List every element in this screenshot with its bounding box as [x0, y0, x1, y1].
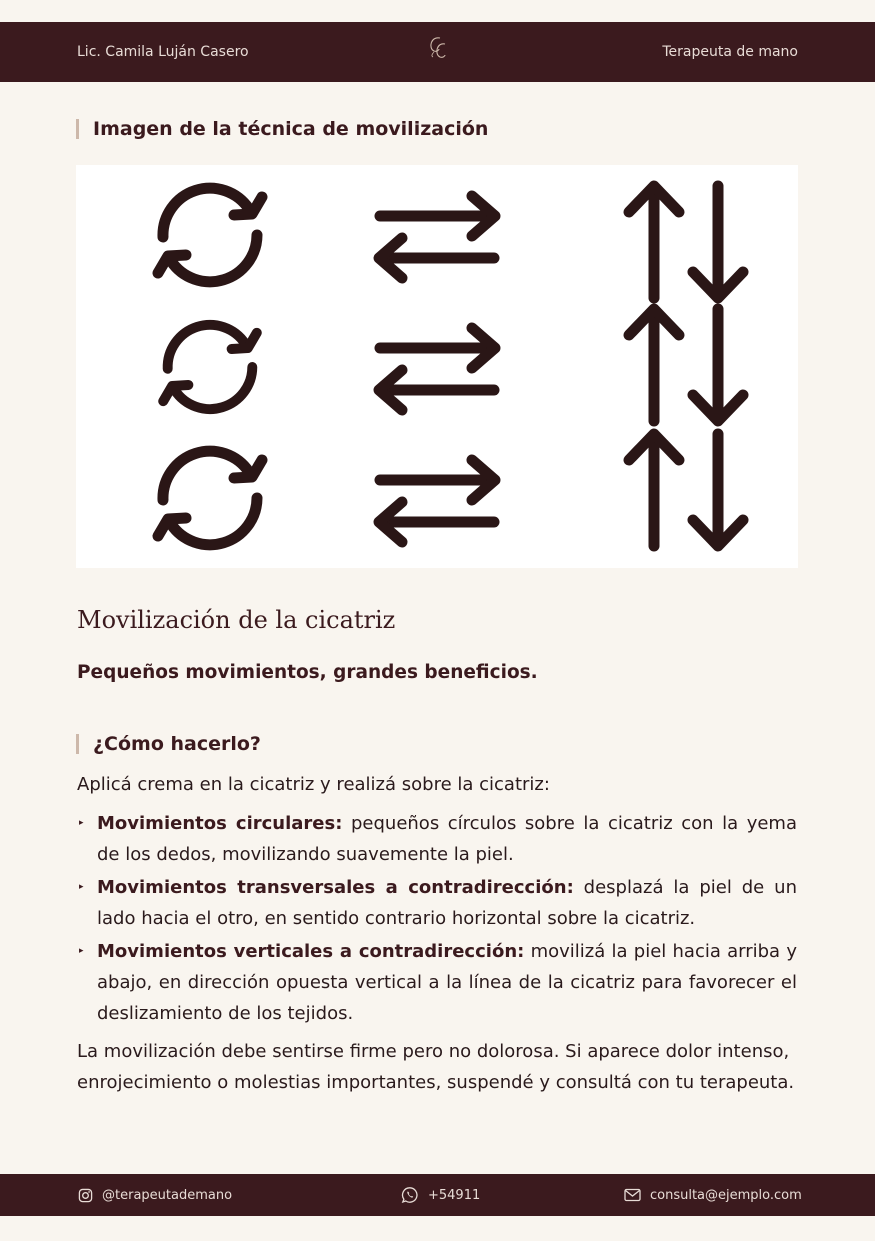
circular-arrows-icon	[158, 188, 262, 282]
header-name: Lic. Camila Luján Casero	[77, 44, 249, 60]
circular-arrows-icon	[163, 325, 257, 409]
vertical-arrows-icon	[629, 186, 743, 298]
page-footer	[0, 1174, 875, 1216]
circular-arrows-icon	[158, 451, 262, 545]
technique-image	[76, 165, 798, 568]
horizontal-arrows-icon	[379, 196, 495, 278]
whatsapp-icon	[401, 1186, 419, 1204]
page-title: Movilización de la cicatriz	[77, 606, 396, 634]
closing-paragraph: La movilización debe sentirse firme pero no dolorosa. Si aparece dolor intenso, enrojecimiento o molestias importantes, suspendé y consultá con tu terapeuta.	[77, 1041, 795, 1093]
heading-accent-bar	[76, 734, 79, 754]
triangle-bullet-icon: ▸	[79, 946, 84, 956]
list-item: ▸ Movimientos circulares: pequeños círculos sobre la cicatriz con la yema de los dedos, movilizando suavemente la piel.	[77, 808, 797, 870]
image-section-heading: Imagen de la técnica de movilización	[76, 118, 488, 140]
list-item: ▸ Movimientos verticales a contradirección: movilizá la piel hacia arriba y abajo, en dirección opuesta vertical a la línea de la cicatriz para favorecer el deslizamiento de los tejidos.	[77, 936, 797, 1029]
header-title: Terapeuta de mano	[662, 44, 798, 60]
triangle-bullet-icon: ▸	[79, 882, 84, 892]
cc-monogram-icon	[422, 32, 456, 66]
triangle-bullet-icon: ▸	[79, 818, 84, 828]
horizontal-arrows-icon	[379, 328, 495, 410]
mail-icon	[624, 1188, 641, 1202]
vertical-arrows-icon	[629, 309, 743, 421]
instagram-icon	[78, 1188, 93, 1203]
whatsapp-contact[interactable]: +54911	[401, 1174, 480, 1216]
horizontal-arrows-icon	[379, 460, 495, 542]
steps-list	[77, 808, 797, 1031]
instagram-contact[interactable]: @terapeutademano	[78, 1174, 232, 1216]
movement-arrows-illustration	[76, 165, 798, 568]
email-contact[interactable]: consulta@ejemplo.com	[624, 1174, 802, 1216]
heading-accent-bar	[76, 119, 79, 139]
vertical-arrows-icon	[629, 434, 743, 546]
intro-text: Aplicá crema en la cicatriz y realizá sobre la cicatriz:	[77, 774, 550, 795]
list-item: ▸ Movimientos transversales a contradirección: desplazá la piel de un lado hacia el otro, en sentido contrario horizontal sobre la cicatriz.	[77, 872, 797, 934]
how-section-heading: ¿Cómo hacerlo?	[76, 733, 261, 755]
page-subtitle: Pequeños movimientos, grandes beneficios.	[77, 662, 538, 683]
page-header	[0, 22, 875, 82]
